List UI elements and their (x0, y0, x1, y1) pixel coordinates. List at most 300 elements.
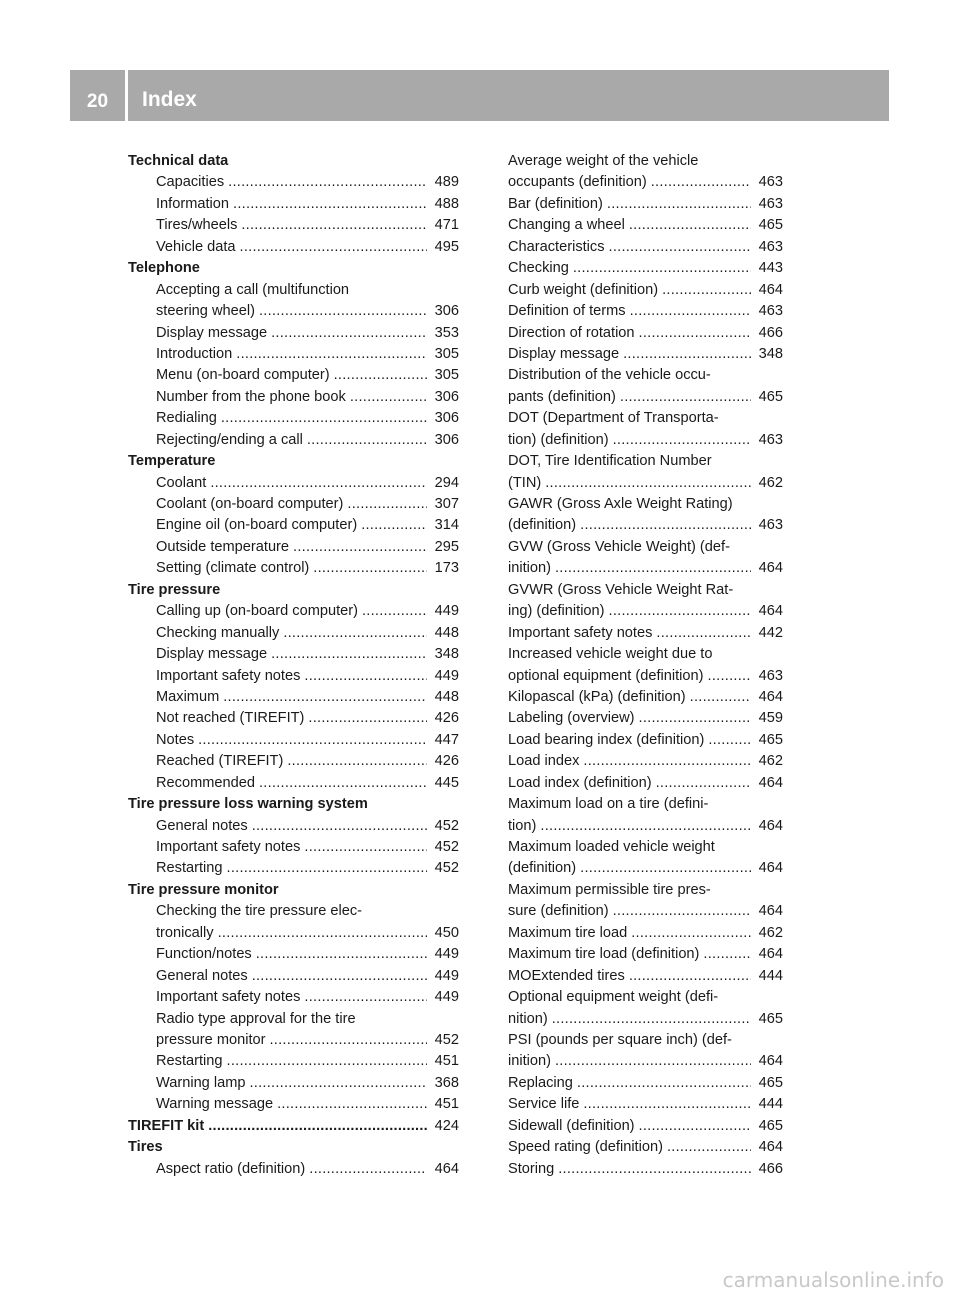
dot-leader (334, 365, 427, 386)
entry-label: GAWR (Gross Axle Weight Rating) (508, 496, 733, 512)
entry-label: sure (definition) (508, 903, 609, 920)
entry-label: Engine oil (on-board computer) (156, 517, 358, 534)
index-entry (128, 708, 459, 729)
page-reference: 449 (434, 989, 459, 1006)
index-entry (128, 1030, 459, 1051)
entry-label: (definition) (508, 860, 577, 877)
index-entry (508, 558, 783, 579)
index-entry (508, 923, 783, 944)
index-heading (128, 580, 459, 601)
page-reference: 449 (434, 967, 459, 984)
dot-leader (198, 730, 427, 751)
dot-leader (283, 623, 427, 644)
dot-leader (558, 1159, 751, 1180)
page-reference: 348 (434, 646, 459, 663)
page-reference: 447 (434, 731, 459, 748)
page-reference: 353 (434, 324, 459, 341)
index-entry (508, 194, 783, 215)
dot-leader (583, 1094, 751, 1115)
entry-label: Curb weight (definition) (508, 281, 659, 298)
page-reference: 464 (758, 603, 783, 620)
index-entry (508, 280, 783, 301)
entry-label: steering wheel) (156, 303, 255, 320)
dot-leader (208, 1116, 427, 1137)
entry-label: Outside temperature (156, 538, 290, 555)
dot-leader (577, 1073, 751, 1094)
entry-label: General notes (156, 817, 248, 834)
entry-label: Maximum (156, 688, 220, 705)
entry-label: Introduction (156, 345, 233, 362)
entry-label: Redialing (156, 410, 217, 427)
entry-label: Changing a wheel (508, 217, 625, 234)
dot-leader (667, 1137, 751, 1158)
entry-label: General notes (156, 967, 248, 984)
page-reference: 449 (434, 667, 459, 684)
page-reference: 464 (758, 1053, 783, 1070)
index-entry (508, 1051, 783, 1072)
entry-label: Distribution of the vehicle occu- (508, 367, 711, 384)
entry-label: Tire pressure (128, 581, 221, 598)
page-reference: 465 (758, 1117, 783, 1134)
entry-label: Speed rating (definition) (508, 1139, 663, 1156)
section-title: Index (142, 88, 197, 111)
entry-label: DOT (Department of Transporta- (508, 410, 719, 427)
entry-label: GVWR (Gross Vehicle Weight Rat- (508, 581, 734, 598)
index-entry (128, 1009, 459, 1030)
index-entry (128, 558, 459, 579)
index-entry (508, 858, 783, 879)
page-reference: 465 (758, 1010, 783, 1027)
entry-label: Display message (508, 345, 620, 362)
dot-leader (708, 730, 751, 751)
index-heading (128, 1137, 459, 1158)
index-entry (508, 773, 783, 794)
index-entry (508, 151, 783, 172)
page-reference: 368 (434, 1074, 459, 1091)
index-entry (508, 451, 783, 472)
page-reference: 443 (758, 260, 783, 277)
entry-label: Direction of rotation (508, 324, 635, 341)
page-reference: 464 (758, 1139, 783, 1156)
dot-leader (227, 1051, 427, 1072)
page-reference: 305 (434, 345, 459, 362)
index-entry (128, 816, 459, 837)
entry-label: Load index (508, 753, 580, 770)
entry-label: Optional equipment weight (defi- (508, 989, 719, 1006)
index-entry (128, 301, 459, 322)
dot-leader (583, 751, 751, 772)
dot-leader (259, 773, 427, 794)
dot-leader (350, 387, 427, 408)
index-heading (128, 1116, 459, 1137)
index-heading (128, 880, 459, 901)
index-entry (508, 794, 783, 815)
index-entry (508, 1094, 783, 1115)
dot-leader (304, 837, 427, 858)
dot-leader (250, 1073, 428, 1094)
index-entry (128, 666, 459, 687)
index-entry (508, 816, 783, 837)
dot-leader (293, 537, 427, 558)
dot-leader (580, 515, 751, 536)
page-reference: 452 (434, 860, 459, 877)
entry-label: Tires (128, 1139, 163, 1156)
page-reference: 463 (758, 303, 783, 320)
page-reference: 463 (758, 174, 783, 191)
dot-leader (270, 1030, 428, 1051)
index-entry (128, 773, 459, 794)
dot-leader (708, 666, 751, 687)
entry-label: Technical data (128, 153, 229, 169)
index-entry (128, 172, 459, 193)
index-entry (508, 537, 783, 558)
index-entry (128, 966, 459, 987)
entry-label: Function/notes (156, 946, 252, 963)
entry-label: Maximum permissible tire pres- (508, 881, 711, 898)
index-column-left (128, 151, 459, 1180)
entry-label: TIREFIT kit (128, 1117, 205, 1134)
entry-label: Bar (definition) (508, 195, 603, 212)
page-reference: 464 (758, 903, 783, 920)
index-entry (128, 1051, 459, 1072)
index-entry (508, 837, 783, 858)
dot-leader (555, 558, 751, 579)
index-entry (508, 580, 783, 601)
entry-label: DOT, Tire Identification Number (508, 453, 712, 470)
page-reference: 464 (758, 688, 783, 705)
entry-label: Rejecting/ending a call (156, 431, 303, 448)
index-entry (128, 237, 459, 258)
entry-label: Display message (156, 646, 268, 663)
index-entry (508, 601, 783, 622)
dot-leader (573, 258, 751, 279)
index-entry (128, 623, 459, 644)
dot-leader (613, 901, 751, 922)
page-number: 20 (86, 91, 109, 112)
page-reference: 450 (434, 924, 459, 941)
index-entry (128, 473, 459, 494)
page-reference: 448 (434, 688, 459, 705)
index-entry (128, 923, 459, 944)
page-reference: 449 (434, 603, 459, 620)
dot-leader (313, 558, 427, 579)
dot-leader (361, 515, 427, 536)
page-reference: 451 (434, 1053, 459, 1070)
index-entry (128, 494, 459, 515)
index-entry (508, 901, 783, 922)
entry-label: occupants (definition) (508, 174, 647, 191)
dot-leader (252, 966, 427, 987)
entry-label: Recommended (156, 774, 255, 791)
entry-label: Tire pressure monitor (128, 881, 279, 898)
page-reference: 452 (434, 817, 459, 834)
page-reference: 173 (434, 560, 459, 577)
dot-leader (545, 473, 751, 494)
index-entry (128, 944, 459, 965)
entry-label: Definition of terms (508, 303, 626, 320)
index-entry (128, 837, 459, 858)
page-reference: 471 (434, 217, 459, 234)
index-entry (128, 344, 459, 365)
index-entry (128, 1094, 459, 1115)
page-reference: 463 (758, 517, 783, 534)
page-reference: 463 (758, 238, 783, 255)
page-reference: 449 (434, 946, 459, 963)
entry-label: Setting (climate control) (156, 560, 310, 577)
index-entry (128, 280, 459, 301)
dot-leader (613, 430, 751, 451)
entry-label: nition) (508, 1010, 548, 1027)
page-reference: 465 (758, 388, 783, 405)
dot-leader (629, 966, 751, 987)
entry-label: Restarting (156, 1053, 223, 1070)
index-entry (508, 687, 783, 708)
entry-label: Maximum loaded vehicle weight (508, 839, 715, 855)
entry-label: Tire pressure loss warning system (128, 796, 368, 813)
entry-label: Temperature (128, 453, 216, 470)
dot-leader (228, 172, 427, 193)
entry-label: Load index (definition) (508, 774, 652, 791)
index-entry (128, 751, 459, 772)
entry-label: Display message (156, 324, 268, 341)
entry-label: ing) (definition) (508, 603, 605, 620)
entry-label: Number from the phone book (156, 388, 346, 405)
dot-leader (620, 387, 751, 408)
entry-label: Information (156, 195, 230, 212)
entry-label: Maximum tire load (definition) (508, 946, 700, 963)
page-reference: 464 (758, 817, 783, 834)
page-reference: 466 (758, 1160, 783, 1177)
page-reference: 306 (434, 410, 459, 427)
entry-label: Increased vehicle weight due to (508, 646, 713, 663)
entry-label: Checking the tire pressure elec- (156, 903, 363, 920)
index-entry (128, 987, 459, 1008)
dot-leader (555, 1051, 751, 1072)
entry-label: inition) (508, 1053, 551, 1070)
index-entry (128, 1159, 459, 1180)
page-reference: 495 (434, 238, 459, 255)
index-entry (508, 751, 783, 772)
dot-leader (304, 666, 427, 687)
entry-label: Accepting a call (multifunction (156, 281, 350, 298)
index-entry (508, 1073, 783, 1094)
page-reference: 306 (434, 388, 459, 405)
index-entry (508, 666, 783, 687)
entry-label: Important safety notes (156, 839, 301, 855)
page-reference: 462 (758, 753, 783, 770)
page-reference: 466 (758, 324, 783, 341)
dot-leader (307, 430, 427, 451)
dot-leader (347, 494, 427, 515)
entry-label: Aspect ratio (definition) (156, 1160, 306, 1177)
index-entry (508, 473, 783, 494)
entry-label: Menu (on-board computer) (156, 367, 330, 384)
entry-label: PSI (pounds per square inch) (def- (508, 1031, 732, 1048)
dot-leader (639, 1116, 751, 1137)
page-reference: 459 (758, 710, 783, 727)
index-entry (508, 215, 783, 236)
dot-leader (609, 601, 751, 622)
dot-leader (271, 323, 427, 344)
index-heading (128, 258, 459, 279)
entry-label: Checking (508, 260, 569, 277)
index-entry (128, 601, 459, 622)
index-entry (508, 623, 783, 644)
dot-leader (252, 816, 427, 837)
entry-label: pants (definition) (508, 388, 616, 405)
entry-label: Labeling (overview) (508, 710, 635, 727)
index-entry (508, 880, 783, 901)
entry-label: Coolant (on-board computer) (156, 496, 344, 512)
page-reference: 314 (434, 517, 459, 534)
watermark: carmanualsonline.info (722, 1268, 944, 1292)
dot-leader (629, 215, 751, 236)
index-entry (128, 430, 459, 451)
entry-label: Capacities (156, 174, 225, 191)
page-reference: 294 (434, 474, 459, 491)
page-reference: 448 (434, 624, 459, 641)
page-reference: 442 (758, 624, 783, 641)
index-entry (508, 966, 783, 987)
page-reference: 464 (758, 774, 783, 791)
index-entry (508, 365, 783, 386)
entry-label: Coolant (156, 474, 207, 491)
index-entry (128, 730, 459, 751)
entry-label: Sidewall (definition) (508, 1117, 635, 1134)
page-reference: 463 (758, 667, 783, 684)
entry-label: Important safety notes (508, 624, 653, 641)
dot-leader (651, 172, 751, 193)
page-reference: 462 (758, 474, 783, 491)
index-entry (128, 194, 459, 215)
entry-label: Important safety notes (156, 989, 301, 1006)
page-reference: 489 (434, 174, 459, 191)
page-reference: 306 (434, 303, 459, 320)
entry-label: Not reached (TIREFIT) (156, 710, 305, 727)
dot-leader (308, 708, 427, 729)
dot-leader (552, 1009, 751, 1030)
entry-label: Maximum load on a tire (defini- (508, 796, 709, 813)
entry-label: Notes (156, 731, 195, 748)
index-entry (128, 365, 459, 386)
dot-leader (609, 237, 751, 258)
entry-label: Tires/wheels (156, 217, 238, 234)
index-heading (128, 794, 459, 815)
entry-label: Radio type approval for the tire (156, 1010, 356, 1027)
index-entry (508, 730, 783, 751)
page-reference: 444 (758, 967, 783, 984)
index-entry (508, 1030, 783, 1051)
page-reference: 445 (434, 774, 459, 791)
index-entry (508, 237, 783, 258)
dot-leader (233, 194, 427, 215)
header-divider (125, 70, 128, 121)
page-reference: 464 (758, 946, 783, 963)
index-entry (128, 901, 459, 922)
index-entry (508, 408, 783, 429)
entry-label: inition) (508, 560, 551, 577)
page-reference: 426 (434, 710, 459, 727)
entry-label: pressure monitor (156, 1031, 266, 1048)
index-entry (128, 323, 459, 344)
page-reference: 307 (434, 496, 459, 512)
dot-leader (256, 944, 427, 965)
dot-leader (304, 987, 427, 1008)
dot-leader (210, 473, 427, 494)
index-entry (508, 258, 783, 279)
index-entry (128, 515, 459, 536)
dot-leader (240, 237, 427, 258)
index-entry (128, 858, 459, 879)
entry-label: (definition) (508, 517, 577, 534)
entry-label: Load bearing index (definition) (508, 731, 705, 748)
index-entry (508, 1159, 783, 1180)
index-entry (128, 408, 459, 429)
entry-label: tion) (508, 817, 537, 834)
dot-leader (631, 923, 751, 944)
entry-label: Characteristics (508, 238, 605, 255)
dot-leader (656, 623, 751, 644)
dot-leader (227, 858, 427, 879)
dot-leader (287, 751, 427, 772)
entry-label: Warning message (156, 1096, 274, 1113)
index-entry (508, 323, 783, 344)
page-reference: 464 (758, 281, 783, 298)
index-entry (508, 344, 783, 365)
index-entry (508, 644, 783, 665)
dot-leader (639, 708, 751, 729)
page-header (70, 70, 889, 121)
entry-label: Service life (508, 1096, 580, 1113)
page-reference: 462 (758, 924, 783, 941)
entry-label: optional equipment (definition) (508, 667, 704, 684)
entry-label: Storing (508, 1160, 555, 1177)
page-reference: 464 (758, 560, 783, 577)
index-entry (508, 515, 783, 536)
entry-label: GVW (Gross Vehicle Weight) (def- (508, 538, 730, 555)
index-entry (128, 537, 459, 558)
dot-leader (218, 923, 427, 944)
index-entry (508, 387, 783, 408)
index-entry (508, 301, 783, 322)
index-entry (508, 1137, 783, 1158)
entry-label: MOExtended tires (508, 967, 625, 984)
page-reference: 426 (434, 753, 459, 770)
entry-label: Calling up (on-board computer) (156, 603, 358, 620)
entry-label: Checking manually (156, 624, 280, 641)
dot-leader (271, 644, 427, 665)
index-heading (128, 151, 459, 172)
index-entry (508, 1116, 783, 1137)
dot-leader (623, 344, 751, 365)
index-heading (128, 451, 459, 472)
page-reference: 452 (434, 1031, 459, 1048)
dot-leader (277, 1094, 427, 1115)
dot-leader (703, 944, 751, 965)
index-entry (128, 387, 459, 408)
dot-leader (690, 687, 751, 708)
page-reference: 465 (758, 1074, 783, 1091)
page-reference: 465 (758, 731, 783, 748)
index-entry (128, 687, 459, 708)
index-entry (128, 1073, 459, 1094)
entry-label: Telephone (128, 260, 200, 277)
page-reference: 424 (434, 1117, 459, 1134)
dot-leader (362, 601, 427, 622)
page-reference: 464 (434, 1160, 459, 1177)
index-entry (508, 708, 783, 729)
index-entry (128, 215, 459, 236)
